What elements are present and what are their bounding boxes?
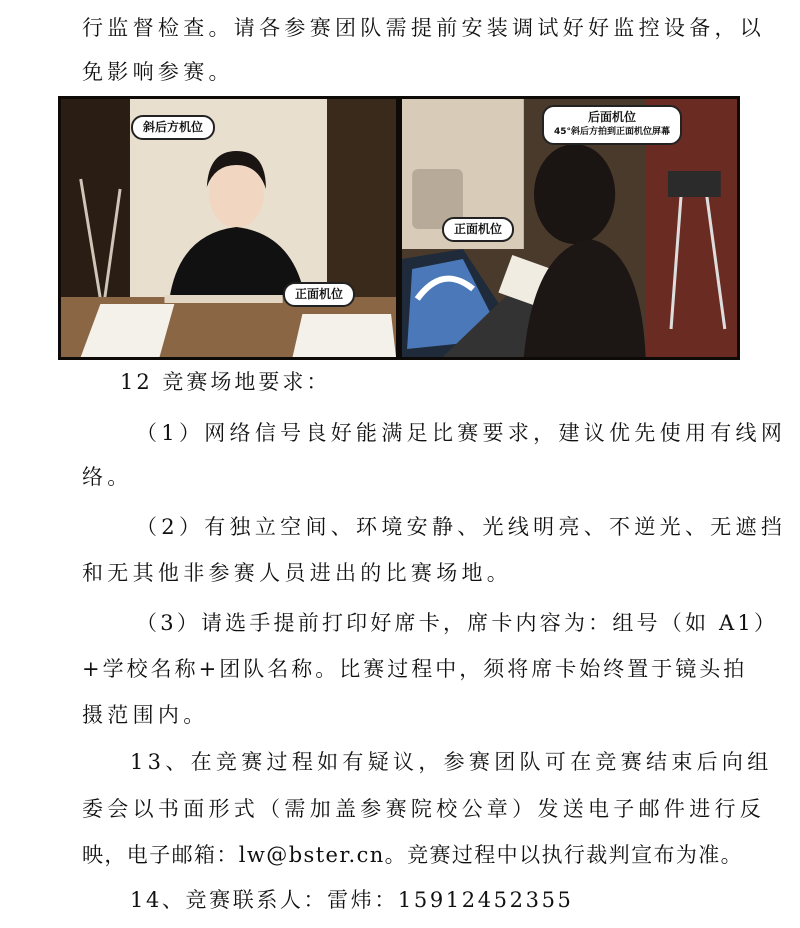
paragraph-line: 免影响参赛。 <box>82 60 234 84</box>
section-14-contact: 14、竞赛联系人：雷炜：15912452355 <box>130 888 574 912</box>
callout-front-camera-right: 正面机位 <box>442 217 514 242</box>
callout-rear-oblique-camera: 斜后方机位 <box>131 115 215 140</box>
photo-rear-camera-view <box>402 99 737 357</box>
paragraph-line: 络。 <box>82 465 133 489</box>
callout-rear-camera-title: 后面机位 <box>588 110 637 124</box>
paragraph-line: （1）网络信号良好能满足比赛要求，建议优先使用有线网 <box>136 421 787 445</box>
paragraph-line: 和无其他非参赛人员进出的比赛场地。 <box>82 561 513 585</box>
paragraph-line: 委会以书面形式（需加盖参赛院校公章）发送电子邮件进行反 <box>82 797 766 821</box>
callout-rear-camera-subtitle: 45°斜后方拍到正面机位屏幕 <box>554 127 671 137</box>
callout-front-camera: 正面机位 <box>283 282 355 307</box>
photo-front-camera-view <box>61 99 396 357</box>
paragraph-line: （3）请选手提前打印好席卡，席卡内容为：组号（如 A1） <box>136 611 779 635</box>
paragraph-line: 行监督检查。请各参赛团队需提前安装调试好好监控设备，以 <box>82 16 766 40</box>
paragraph-line: +学校名称+团队名称。比赛过程中，须将席卡始终置于镜头拍 <box>82 657 748 681</box>
photo-left-illustration <box>61 99 396 357</box>
section-12-title: 12 竞赛场地要求： <box>120 370 331 394</box>
section-13-line: 13、在竞赛过程如有疑议，参赛团队可在竞赛结束后向组 <box>130 750 773 774</box>
paragraph-line: 映，电子邮箱：lw@bster.cn。竞赛过程中以执行裁判宣布为准。 <box>82 843 744 867</box>
paragraph-line: （2）有独立空间、环境安静、光线明亮、不逆光、无遮挡 <box>136 515 787 539</box>
camera-setup-photos <box>58 96 740 360</box>
paragraph-line: 摄范围内。 <box>82 703 209 727</box>
callout-rear-camera <box>542 105 682 145</box>
